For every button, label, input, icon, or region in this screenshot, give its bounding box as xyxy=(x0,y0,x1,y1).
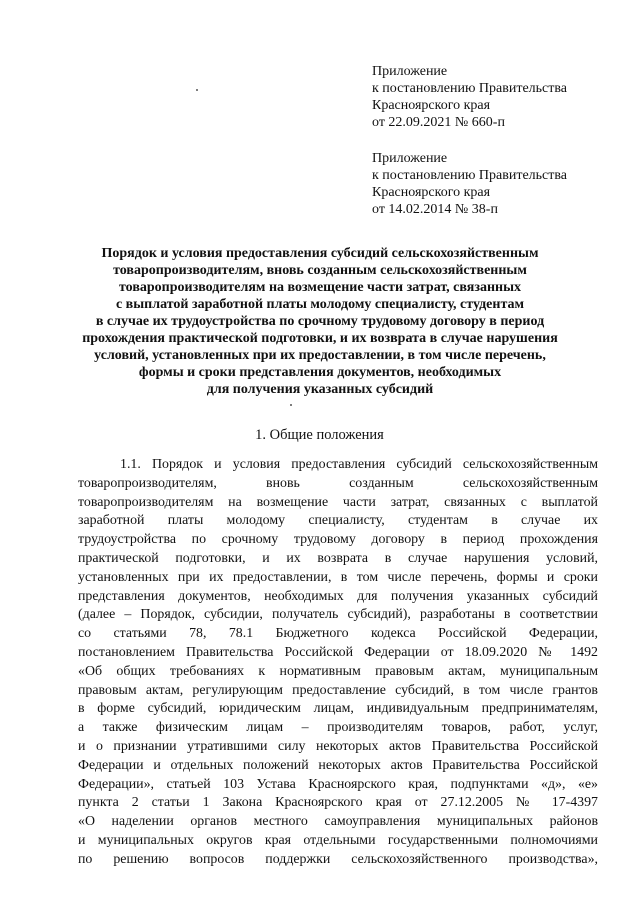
scan-speck xyxy=(290,404,292,406)
paragraph-line: со статьями 78, 78.1 Бюджетного кодекса Российской Федерации, xyxy=(78,626,598,642)
paragraph-line: правовым актам, регулирующим предоставление субсидий, в том числе грантов xyxy=(78,682,598,698)
title-line: условий, установленных при их предоставлении, в том числе перечень, xyxy=(94,348,546,363)
paragraph-line: товаропроизводителям на возмещение части затрат, связанных с выплатой xyxy=(78,494,598,510)
paragraph-line: заработной платы молодому специалисту, студентам в случае их xyxy=(78,513,598,529)
paragraph-line: практической подготовки, и их возврата в случае нарушения условий, xyxy=(78,550,598,566)
header-line: Приложение xyxy=(372,64,448,79)
document-title xyxy=(30,245,610,398)
paragraph-line: 1.1. Порядок и условия предоставления субсидий сельскохозяйственным xyxy=(120,457,598,472)
paragraph-line: «О наделении органов местного самоуправления муниципальных районов xyxy=(78,814,598,830)
header-line: Приложение xyxy=(372,151,448,166)
paragraph-line: а также физическим лицам – производителям товаров, работ, услуг, xyxy=(78,720,598,736)
header-line: от 22.09.2021 № 660-п xyxy=(372,115,505,130)
header-line: Красноярского края xyxy=(372,185,491,200)
paragraph-line: товаропроизводителям, вновь созданным сельскохозяйственным xyxy=(78,475,598,491)
title-line: формы и сроки представления документов, необходимых xyxy=(138,365,502,380)
paragraph-line: по решению вопросов поддержки сельскохозяйственного производства», xyxy=(78,851,598,867)
paragraph-line: Федерации», статьей 103 Устава Красноярского края, подпунктами «д», «е» xyxy=(78,776,598,792)
title-line: для получения указанных субсидий xyxy=(206,382,434,397)
appendix-header-current xyxy=(372,63,634,131)
title-line: Порядок и условия предоставления субсидий сельскохозяйственным xyxy=(101,246,539,261)
paragraph-line: трудоустройства по срочному трудовому договору в период прохождения xyxy=(78,532,598,548)
header-line: от 14.02.2014 № 38-п xyxy=(372,202,498,217)
paragraph-line: «Об общих требованиях к нормативным правовым актам, муниципальным xyxy=(78,663,598,679)
title-line: прохождения практической подготовки, и их возврата в случае нарушения xyxy=(82,331,558,346)
paragraph-line: постановлением Правительства Российской Федерации от 18.09.2020 № 1492 xyxy=(78,644,598,660)
header-line: к постановлению Правительства xyxy=(372,81,568,96)
paragraph-line: пункта 2 статьи 1 Закона Красноярского края от 27.12.2005 № 17-4397 xyxy=(78,795,598,811)
paragraph-line: представления документов, необходимых для получения указанных субсидий xyxy=(78,588,598,604)
paragraph-line: Федерации и отдельных положений некоторых актов Правительства Российской xyxy=(78,757,598,773)
header-line: Красноярского края xyxy=(372,98,491,113)
title-line: в случае их трудоустройства по срочному трудовому договору в период xyxy=(95,314,545,329)
paragraph-1-1 xyxy=(78,456,598,870)
section-heading: 1. Общие положения xyxy=(255,427,384,443)
paragraph-line: (далее – Порядок, субсидии, получатель субсидий), разработаны в соответствии xyxy=(78,607,598,623)
paragraph-line: и муниципальных округов края отдельными государственными полномочиями xyxy=(78,832,598,848)
title-line: с выплатой заработной платы молодому специалисту, студентам xyxy=(115,297,525,312)
paragraph-line: и о признании утратившими силу некоторых актов Правительства Российской xyxy=(78,738,598,754)
title-line: товаропроизводителям на возмещение части затрат, связанных xyxy=(118,280,522,295)
paragraph-line: установленных при их предоставлении, в том числе перечень, формы и сроки xyxy=(78,569,598,585)
appendix-header-previous xyxy=(372,150,634,218)
paragraph-line: в форме субсидий, юридическим лицам, индивидуальным предпринимателям, xyxy=(78,701,598,717)
scan-speck xyxy=(196,89,198,91)
title-line: товаропроизводителям, вновь созданным сельскохозяйственным xyxy=(113,263,527,278)
header-line: к постановлению Правительства xyxy=(372,168,568,183)
